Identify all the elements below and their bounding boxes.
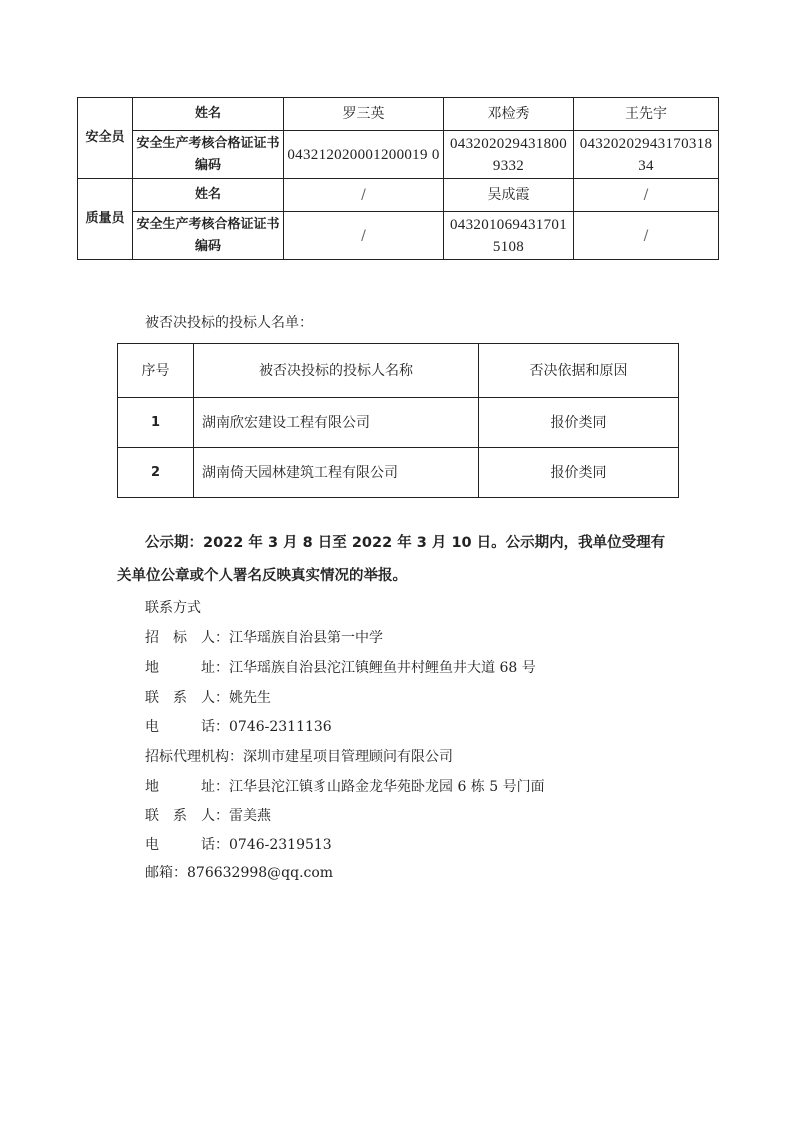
quality-name: /: [284, 179, 444, 212]
safety-cert: 0432020294318009332: [444, 131, 574, 179]
bidder-name: 湖南倚天园林建筑工程有限公司: [194, 448, 479, 498]
contact-line: 电 话：0746-2319513: [145, 837, 332, 853]
cert-label: 安全生产考核合格证证书编码: [133, 212, 284, 260]
bidder-name: 湖南欣宏建设工程有限公司: [194, 398, 479, 448]
contact-line: 招标代理机构：深圳市建星项目管理顾问有限公司: [145, 749, 453, 765]
cert-label: 安全生产考核合格证证书编码: [133, 131, 284, 179]
reject-reason: 报价类同: [479, 448, 679, 498]
safety-name: 罗三英: [284, 98, 444, 131]
notice-line-1: 公示期：2022 年 3 月 8 日至 2022 年 3 月 10 日。公示期内，我单位受理有: [145, 535, 666, 551]
quality-cert: 0432010694317015108: [444, 212, 574, 260]
quality-cert: /: [574, 212, 719, 260]
role-safety: 安全员: [78, 98, 133, 179]
contact-line: 招 标 人：江华瑶族自治县第一中学: [145, 630, 383, 646]
safety-cert: 043212020001200019 0: [284, 131, 444, 179]
contact-line: 联 系 人：雷美燕: [145, 808, 271, 824]
quality-name: /: [574, 179, 719, 212]
column-header: 序号: [118, 344, 194, 398]
column-header: 被否决投标的投标人名称: [194, 344, 479, 398]
quality-name: 吴成霞: [444, 179, 574, 212]
name-label: 姓名: [133, 179, 284, 212]
table-row: [118, 448, 679, 498]
column-header: 否决依据和原因: [479, 344, 679, 398]
safety-name: 邓检秀: [444, 98, 574, 131]
quality-cert: /: [284, 212, 444, 260]
staff-table: [77, 97, 719, 260]
reject-reason: 报价类同: [479, 398, 679, 448]
safety-cert: 0432020294317031834: [574, 131, 719, 179]
role-quality: 质量员: [78, 179, 133, 260]
contact-line: 地 址：江华县沱江镇豸山路金龙华苑卧龙园 6 栋 5 号门面: [145, 779, 545, 795]
rejected-heading: 被否决投标的投标人名单：: [145, 315, 313, 331]
notice-line-2: 关单位公章或个人署名反映真实情况的举报。: [117, 568, 407, 584]
rejected-table: [117, 343, 679, 498]
contact-line: 地 址：江华瑶族自治县沱江镇鲤鱼井村鲤鱼井大道 68 号: [145, 660, 536, 676]
row-number: 2: [118, 448, 194, 498]
contact-title: 联系方式: [145, 600, 201, 616]
safety-name: 王先宇: [574, 98, 719, 131]
contact-line: 联 系 人：姚先生: [145, 690, 271, 706]
table-row: [118, 398, 679, 448]
contact-email: 邮箱：876632998@qq.com: [145, 865, 334, 881]
name-label: 姓名: [133, 98, 284, 131]
contact-line: 电 话：0746-2311136: [145, 719, 332, 735]
row-number: 1: [118, 398, 194, 448]
